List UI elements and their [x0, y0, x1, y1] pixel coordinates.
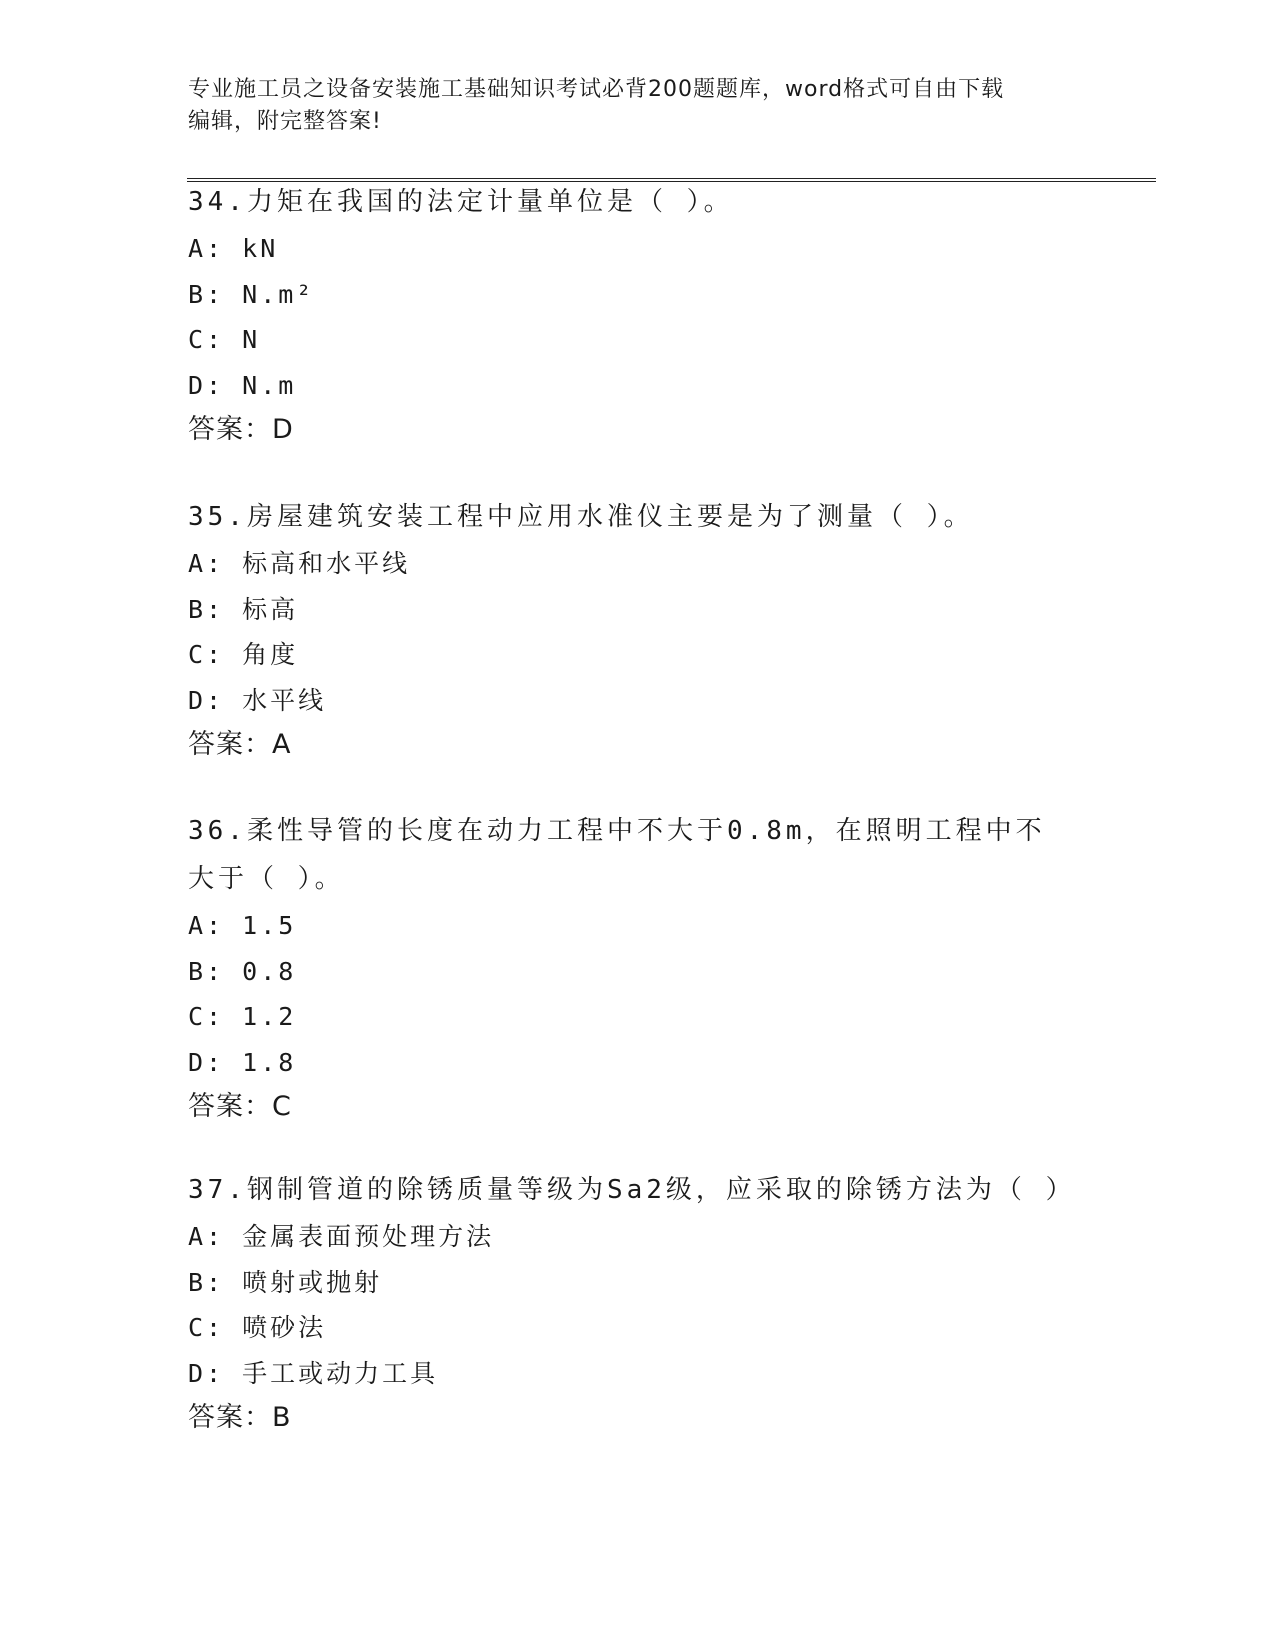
- option-d: D: 水平线: [188, 685, 327, 715]
- question-37: [188, 1166, 1088, 1440]
- answer-label: 答案：B: [188, 1402, 292, 1433]
- answer-label: 答案：C: [188, 1091, 292, 1122]
- option-a: A: 1.5: [188, 911, 297, 940]
- question-stem: 35.房屋建筑安装工程中应用水准仪主要是为了测量（ ）。: [188, 502, 974, 532]
- option-a: A: 金属表面预处理方法: [188, 1222, 495, 1251]
- option-c: C: 角度: [188, 640, 299, 669]
- option-a: A: kN: [188, 234, 279, 263]
- option-d: D: N.m: [188, 370, 297, 400]
- option-d: D: 1.8: [188, 1047, 297, 1077]
- option-b: B: N.m²: [188, 279, 315, 309]
- option-c: C: 1.2: [188, 1002, 297, 1031]
- option-b: B: 标高: [188, 594, 299, 624]
- header-line-2: 编辑，附完整答案!: [188, 109, 382, 134]
- question-34: [188, 178, 1088, 452]
- option-a: A: 标高和水平线: [188, 549, 411, 578]
- option-b: B: 0.8: [188, 956, 297, 986]
- option-c: C: 喷砂法: [188, 1313, 327, 1342]
- question-stem: 34.力矩在我国的法定计量单位是（ ）。: [188, 187, 734, 217]
- document-header: [188, 74, 1088, 138]
- option-d: D: 手工或动力工具: [188, 1358, 439, 1388]
- question-stem: 36.柔性导管的长度在动力工程中不大于0.8m，在照明工程中不大于（ ）。: [188, 816, 1046, 894]
- answer-label: 答案：D: [188, 414, 294, 445]
- answer-label: 答案：A: [188, 729, 292, 760]
- question-36: [188, 807, 1068, 1129]
- option-c: C: N: [188, 325, 261, 354]
- option-b: B: 喷射或抛射: [188, 1267, 383, 1297]
- header-line-1: 专业施工员之设备安装施工基础知识考试必背200题题库，word格式可自由下载: [188, 77, 1005, 102]
- question-stem: 37.钢制管道的除锈质量等级为Sa2级，应采取的除锈方法为（ ）: [188, 1175, 1076, 1205]
- question-35: [188, 493, 1088, 767]
